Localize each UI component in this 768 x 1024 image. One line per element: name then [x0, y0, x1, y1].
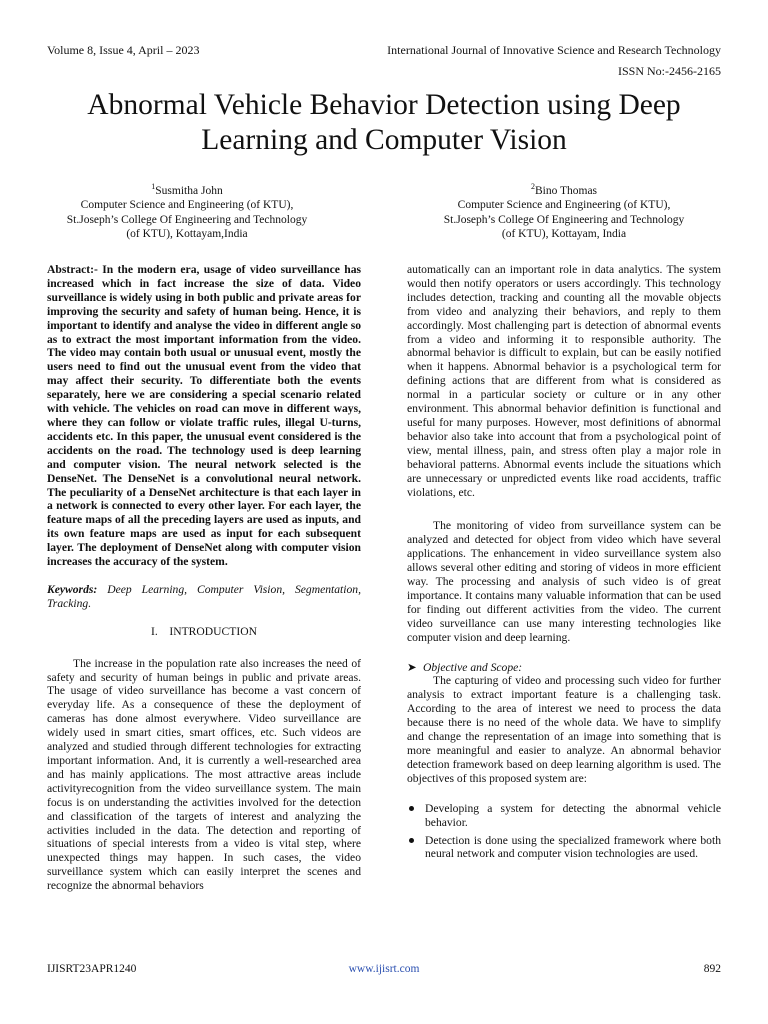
page-number: 892	[703, 963, 721, 975]
section-heading-introduction: I. INTRODUCTION	[151, 624, 257, 638]
list-item	[407, 802, 721, 830]
author-name	[22, 180, 352, 198]
bullet-dot-icon	[409, 838, 414, 843]
author-name-text: Bino Thomas	[534, 184, 598, 197]
issn: ISSN No:-2456-2165	[617, 64, 721, 78]
paper-title	[40, 88, 728, 158]
journal-volume: Volume 8, Issue 4, April – 2023	[47, 43, 200, 57]
author-college: St.Joseph’s College Of Engineering and Technology	[443, 213, 685, 226]
author-block-1	[22, 180, 352, 242]
keywords-text: Deep Learning, Computer Vision, Segmentation, Tracking.	[47, 582, 361, 610]
author-college: St.Joseph’s College Of Engineering and Technology	[66, 213, 308, 226]
author-location: (of KTU), Kottayam, India	[501, 228, 627, 241]
list-item	[407, 834, 721, 862]
monitoring-paragraph: The monitoring of video from surveillance system can be analyzed and detected for object from video which have several applications. The enhancement in video surveillance system also allows several other editing and storing of videos in more efficient way. The processing and analysis of such video is of great importance. It contains many valuable information that can be used for finding out different activities from the video. The current video surveillance can use many interesting technologies like computer vision and deep learning.	[407, 519, 721, 644]
paper-title-line-1: Abnormal Vehicle Behavior Detection using Deep	[87, 89, 681, 121]
keywords-label: Keywords:	[47, 582, 98, 596]
objectives-list	[407, 802, 721, 862]
journal-website-link[interactable]: www.ijisrt.com	[348, 963, 420, 975]
arrow-bullet-icon: ➤	[407, 660, 417, 674]
author-index: 2	[530, 182, 535, 191]
introduction-continued-paragraph: automatically can an important role in data analytics. The system would then notify operators or users accordingly. This technology includes detection, tracking and counting all the movable objects from video and analyzing their behaviors, and reply to them accordingly. Most challenging part is detection of abnormal events from a video and informing it to responsible authority. The abnormal behavior is difficult to explain, but can be easily notified when it happens. Abnormal behavior is a psychological term for defining actions that are different from what is considered as normal in a particular society or culture or in any other environment. This abnormal behavior definition is functional and useful for many purposes. However, most definitions of abnormal behavior also take into account that from a psychological point of view, mental illness, pain, and stress often play a major role in behavioral patterns. Abnormal events include the situations which are unnecessary or unpredicted events like road accidents, traffic violations, etc.	[407, 263, 721, 499]
author-block-2	[399, 180, 729, 242]
paper-title-line-2: Learning and Computer Vision	[201, 124, 567, 156]
author-index: 1	[151, 182, 156, 191]
bullet-dot-icon	[409, 806, 414, 811]
author-name	[399, 180, 729, 198]
objective-paragraph: The capturing of video and processing such video for further analysis to extract important feature is a challenging task. According to the area of interest we need to process the data because there is no need of the whole data. We have to simplify and change the representation of an image into something that is more meaningful and easier to analyze. An abnormal behavior detection framework based on deep learning algorithm is used. The objectives of this proposed system are:	[407, 674, 721, 785]
objective-heading	[407, 661, 721, 675]
list-item-text: Developing a system for detecting the abnormal vehicle behavior.	[425, 801, 721, 829]
author-location: (of KTU), Kottayam,India	[126, 228, 248, 241]
paper-id: IJISRT23APR1240	[47, 963, 137, 975]
list-item-text: Detection is done using the specialized framework where both neural network and computer vision technologies are used.	[425, 833, 721, 861]
right-column	[407, 263, 721, 865]
introduction-paragraph: The increase in the population rate also increases the need of safety and security of human beings in public and private areas. The usage of video surveillance has become a vast concern of everyday life. As a consequence of these the deployment of cameras has done almost everywhere. Video surveillance are widely used in smart cities, smart offices, etc. Such videos are analyzed and studied through different technologies for extracting important information. And, it is currently a well-researched area and has mainly applications. The most attractive areas include activityrecognition from the video surveillance system. The main focus is on understanding the activities involved for the detection and classification of the targets of interest and analyzing the activities included in the data. The detection and reporting of situations of special interests from a video is vital step, where unexpected things may happen. In such cases, the video surveillance system which can easily interpret the scenes and recognize the abnormal behaviors	[47, 656, 361, 893]
left-column	[47, 263, 361, 893]
journal-name: International Journal of Innovative Science and Research Technology	[387, 43, 721, 57]
author-name-text: Susmitha John	[155, 184, 223, 197]
objective-title: Objective and Scope:	[423, 660, 523, 674]
author-department: Computer Science and Engineering (of KTU),	[80, 199, 294, 212]
author-department: Computer Science and Engineering (of KTU),	[457, 199, 671, 212]
keywords	[47, 583, 361, 611]
abstract: Abstract:- In the modern era, usage of video surveillance has increased which in fact increase the size of data. Video surveillance is widely using in both public and private areas for improving the security and safety of human being. Hence, it is important to identify and analyse the video in different angle so as to extract the most important information from the video. The video may contain both usual or unusual event, mostly the users need to find out the unusual event from the video that may affect their security. To differentiate both the events separately, here we are considering a special scenario related with vehicle. The vehicles on road can move in different ways, where they can follow or violate traffic rules, illegal U-turns, accidents etc. In this paper, the unusual event considered is the accidents on the road. The technology used is deep learning and computer vision. The neural network selected is the DenseNet. The DenseNet is a convolutional neural network. The peculiarity of a DenseNet architecture is that each layer in a network is connected to every other layer. For each layer, the feature maps of all the preceding layers are used as inputs, and its own feature maps are used as input for each subsequent layer. The deployment of DenseNet along with computer vision increases the accuracy of the system.	[47, 263, 361, 569]
